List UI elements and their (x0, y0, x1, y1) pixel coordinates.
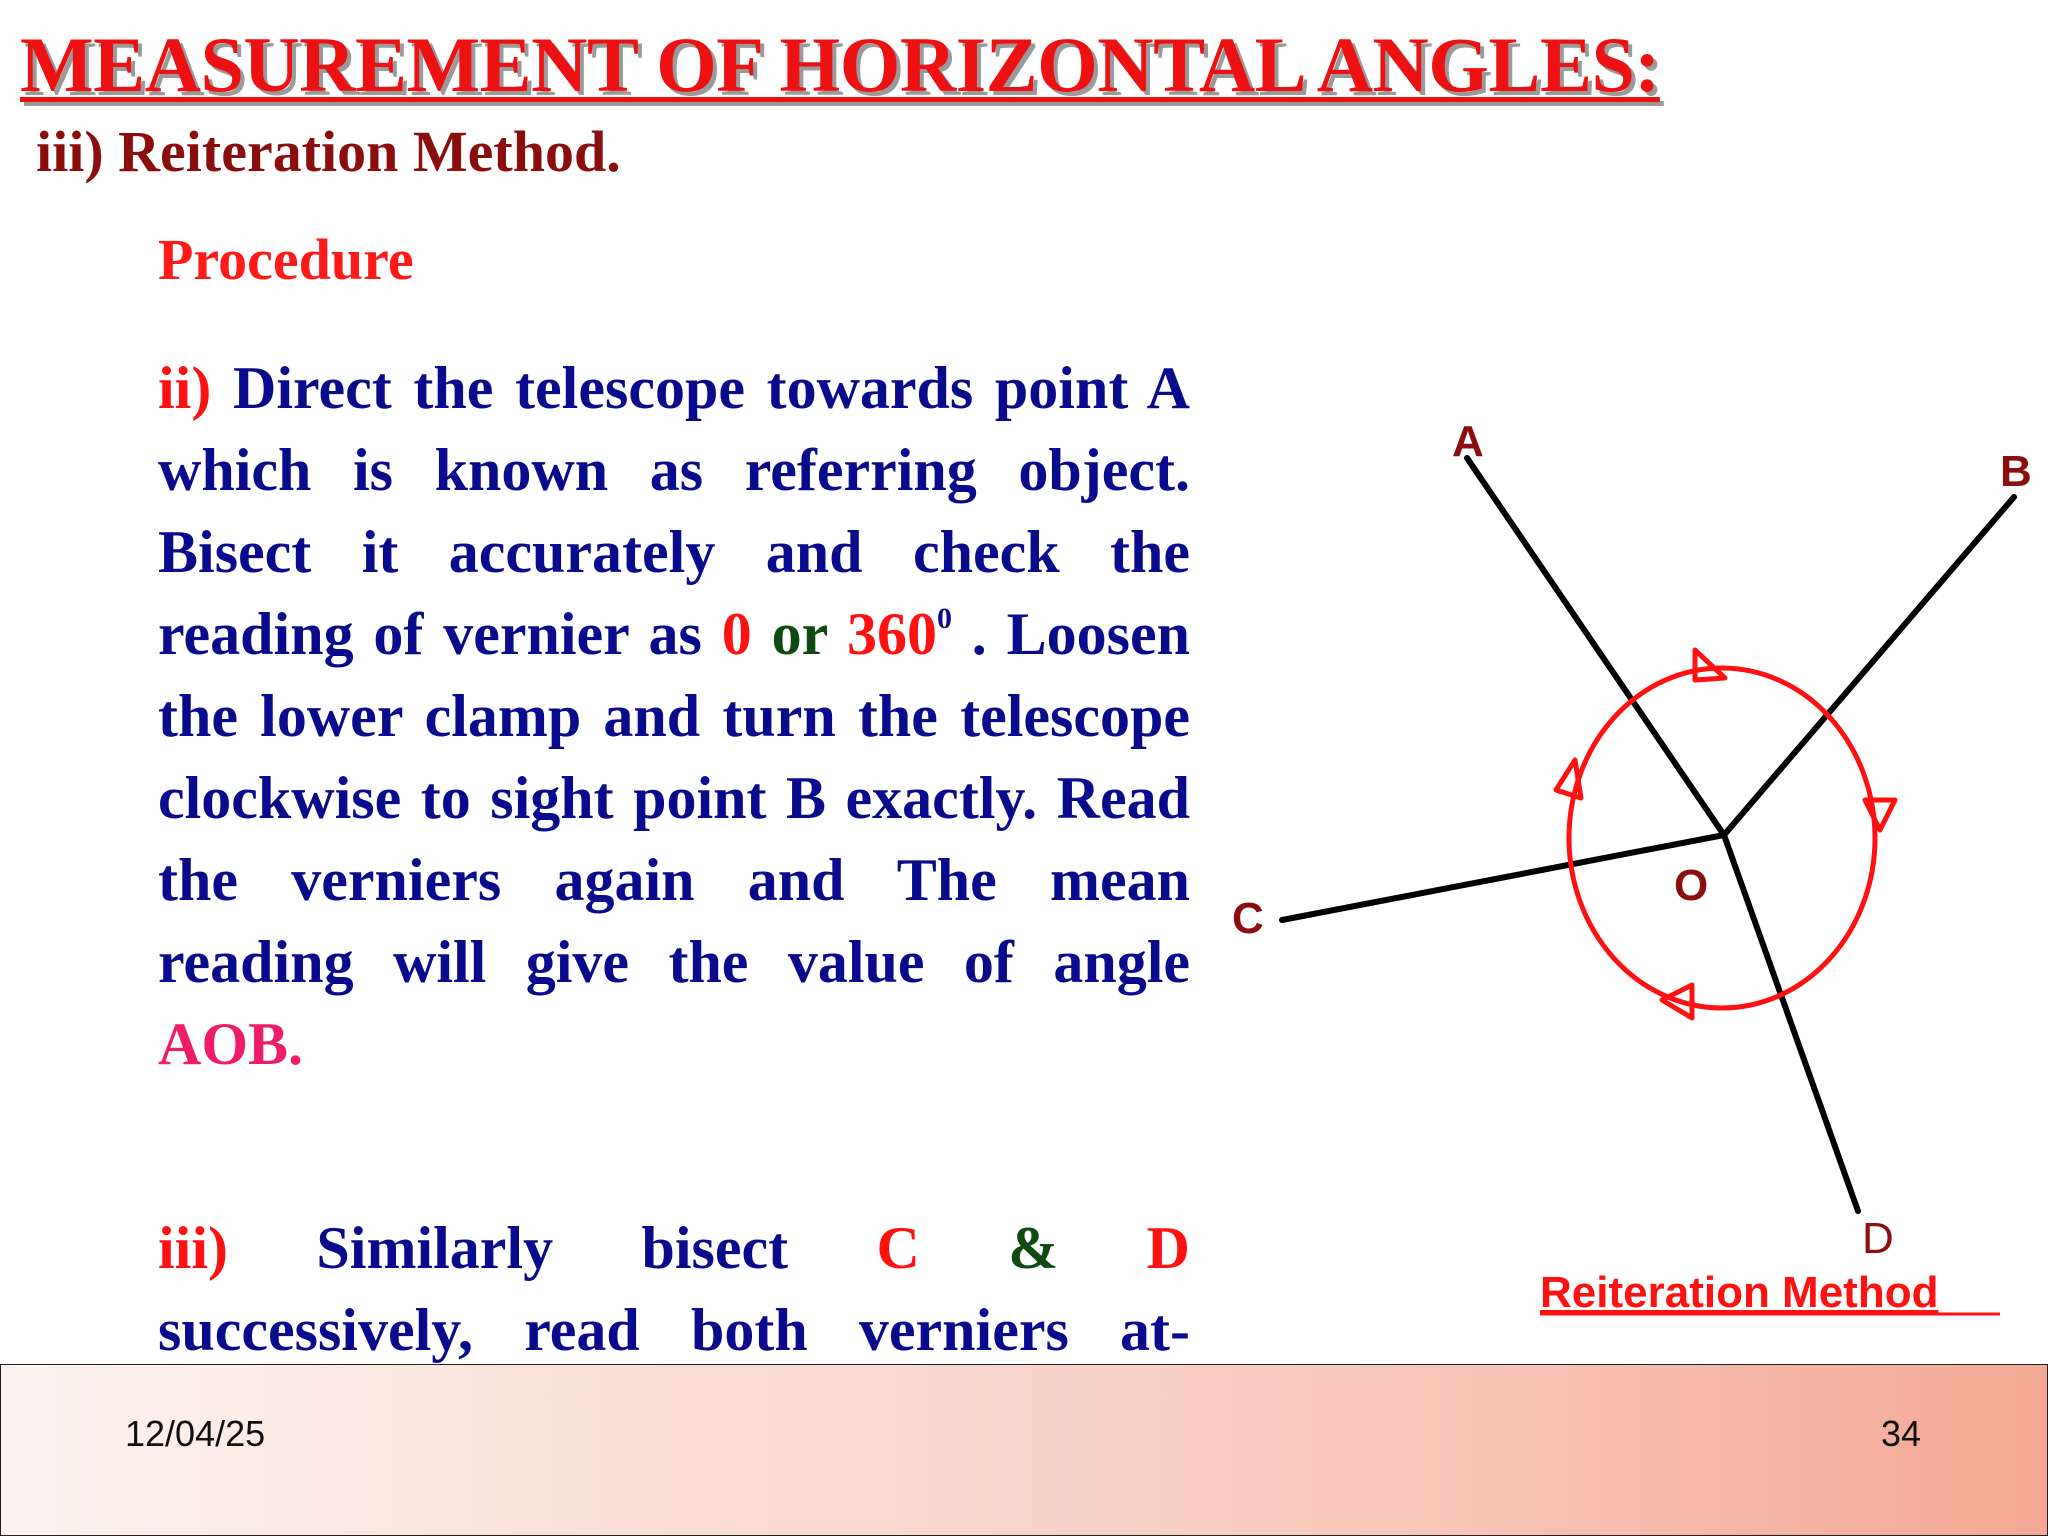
reading-zero: 0 (721, 601, 752, 667)
step-3-text-2: successively, read both verniers at- (158, 1297, 1190, 1363)
arrow-left (1556, 760, 1581, 798)
step-2-marker: ii) (158, 355, 212, 421)
point-d-text: D (1146, 1215, 1190, 1281)
step-3-marker: iii) (158, 1215, 228, 1281)
label-o: O (1674, 861, 1709, 910)
step-2-text-1: Direct the telescope towards point A which is known as referring object. Bisect it accurately and check the reading of vernier as (158, 355, 1190, 667)
slide-title: MEASUREMENT OF HORIZONTAL ANGLES: (20, 21, 1660, 108)
sight-lines (1282, 458, 2014, 1211)
method-subtitle: iii) Reiteration Method. (36, 119, 621, 184)
page-number: 34 (1881, 1413, 1922, 1454)
arrow-top (1695, 650, 1725, 680)
procedure-heading: Procedure (158, 227, 414, 292)
label-b: B (2000, 447, 2032, 496)
label-c: C (1232, 894, 1264, 943)
step-3-paragraph (158, 1207, 1190, 1371)
diagram-caption: Reiteration Method (1540, 1268, 1939, 1317)
step-2-paragraph (158, 347, 1190, 1085)
ampersand: & (1008, 1215, 1059, 1281)
degree-superscript: 0 (936, 602, 952, 635)
angle-aob: AOB. (158, 1011, 304, 1077)
step-3-text-1: Similarly bisect (316, 1215, 877, 1281)
footer-date: 12/04/25 (125, 1413, 266, 1454)
line-oc (1282, 835, 1724, 920)
slide-footer (0, 1364, 2048, 1536)
line-od (1724, 835, 1858, 1211)
arrow-right (1865, 800, 1895, 830)
label-a: A (1452, 417, 1484, 466)
step-2-text-2: . Loosen the lower clamp and turn the telescope clockwise to sight point B exactly. Read the verniers again and The mean reading will give the value of angle (158, 601, 1191, 995)
reiteration-diagram (1200, 400, 2048, 1340)
reading-360: 360 (846, 601, 937, 667)
label-d: D (1862, 1214, 1894, 1263)
point-c-text: C (876, 1215, 920, 1281)
line-oa (1467, 458, 1724, 835)
or-word: or (771, 601, 828, 667)
